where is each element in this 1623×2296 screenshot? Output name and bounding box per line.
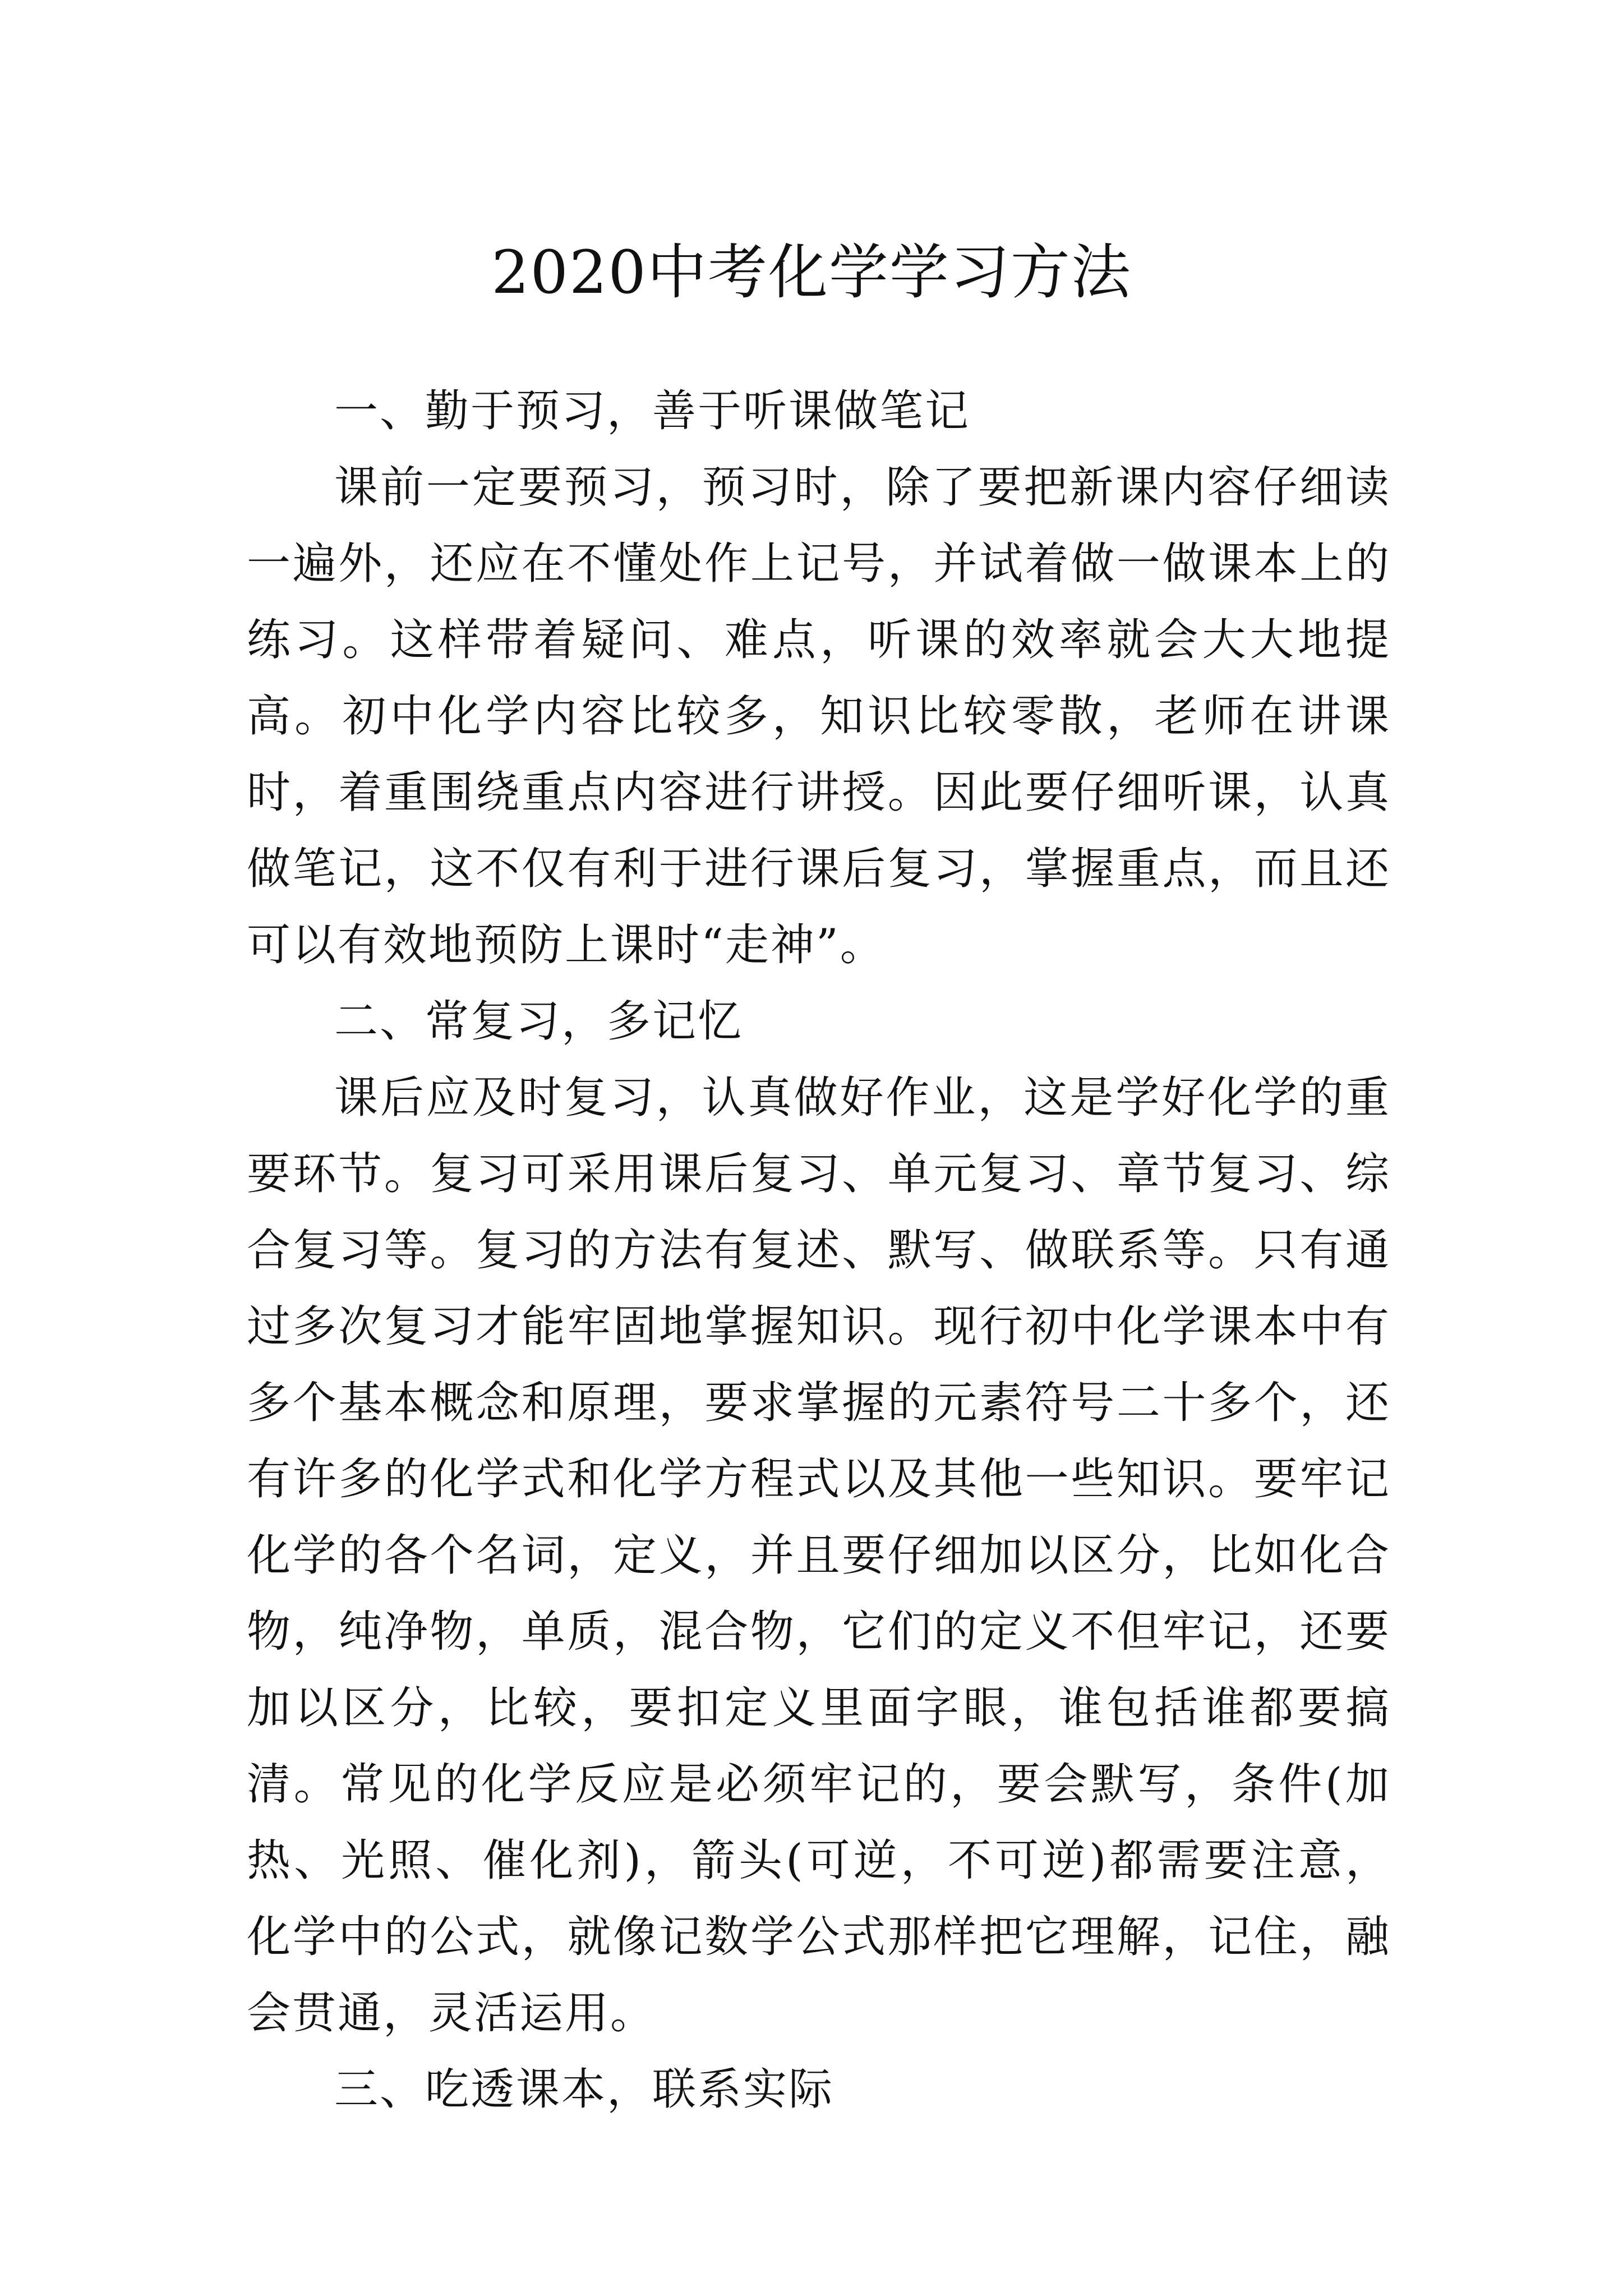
- section-heading-1: 一、勤于预习，善于听课做笔记: [334, 386, 971, 436]
- document-body: [247, 373, 1391, 2128]
- document-title: 2020中考化学学习方法: [491, 238, 1132, 307]
- section-heading-2: 二、常复习，多记忆: [334, 996, 744, 1047]
- section-paragraph-2: 课后应及时复习，认真做好作业，这是学好化学的重要环节。复习可采用课后复习、单元复习、章节复习、综合复习等。复习的方法有复述、默写、做联系等。只有通过多次复习才能牢固地掌握知识。现行初中化学课本中有多个基本概念和原理，要求掌握的元素符号二十多个，还有许多的化学式和化学方程式以及其他一些知识。要牢记化学的各个名词，定义，并且要仔细加以区分，比如化合物，纯净物，单质，混合物，它们的定义不但牢记，还要加以区分，比较，要扣定义里面字眼，谁包括谁都要搞清。常见的化学反应是必须牢记的，要会默写，条件(加热、光照、催化剂)，箭头(可逆，不可逆)都需要注意，化学中的公式，就像记数学公式那样把它理解，记住，融会贯通，灵活运用。: [247, 1073, 1391, 2039]
- section-heading-3: 三、吃透课本，联系实际: [334, 2064, 834, 2115]
- section-paragraph-1: 课前一定要预习，预习时，除了要把新课内容仔细读一遍外，还应在不懂处作上记号，并试着做一做课本上的练习。这样带着疑问、难点，听课的效率就会大大地提高。初中化学内容比较多，知识比较零散，老师在讲课时，着重围绕重点内容进行讲授。因此要仔细听课，认真做笔记，这不仅有利于进行课后复习，掌握重点，而且还可以有效地预防上课时“走神”。: [247, 462, 1391, 970]
